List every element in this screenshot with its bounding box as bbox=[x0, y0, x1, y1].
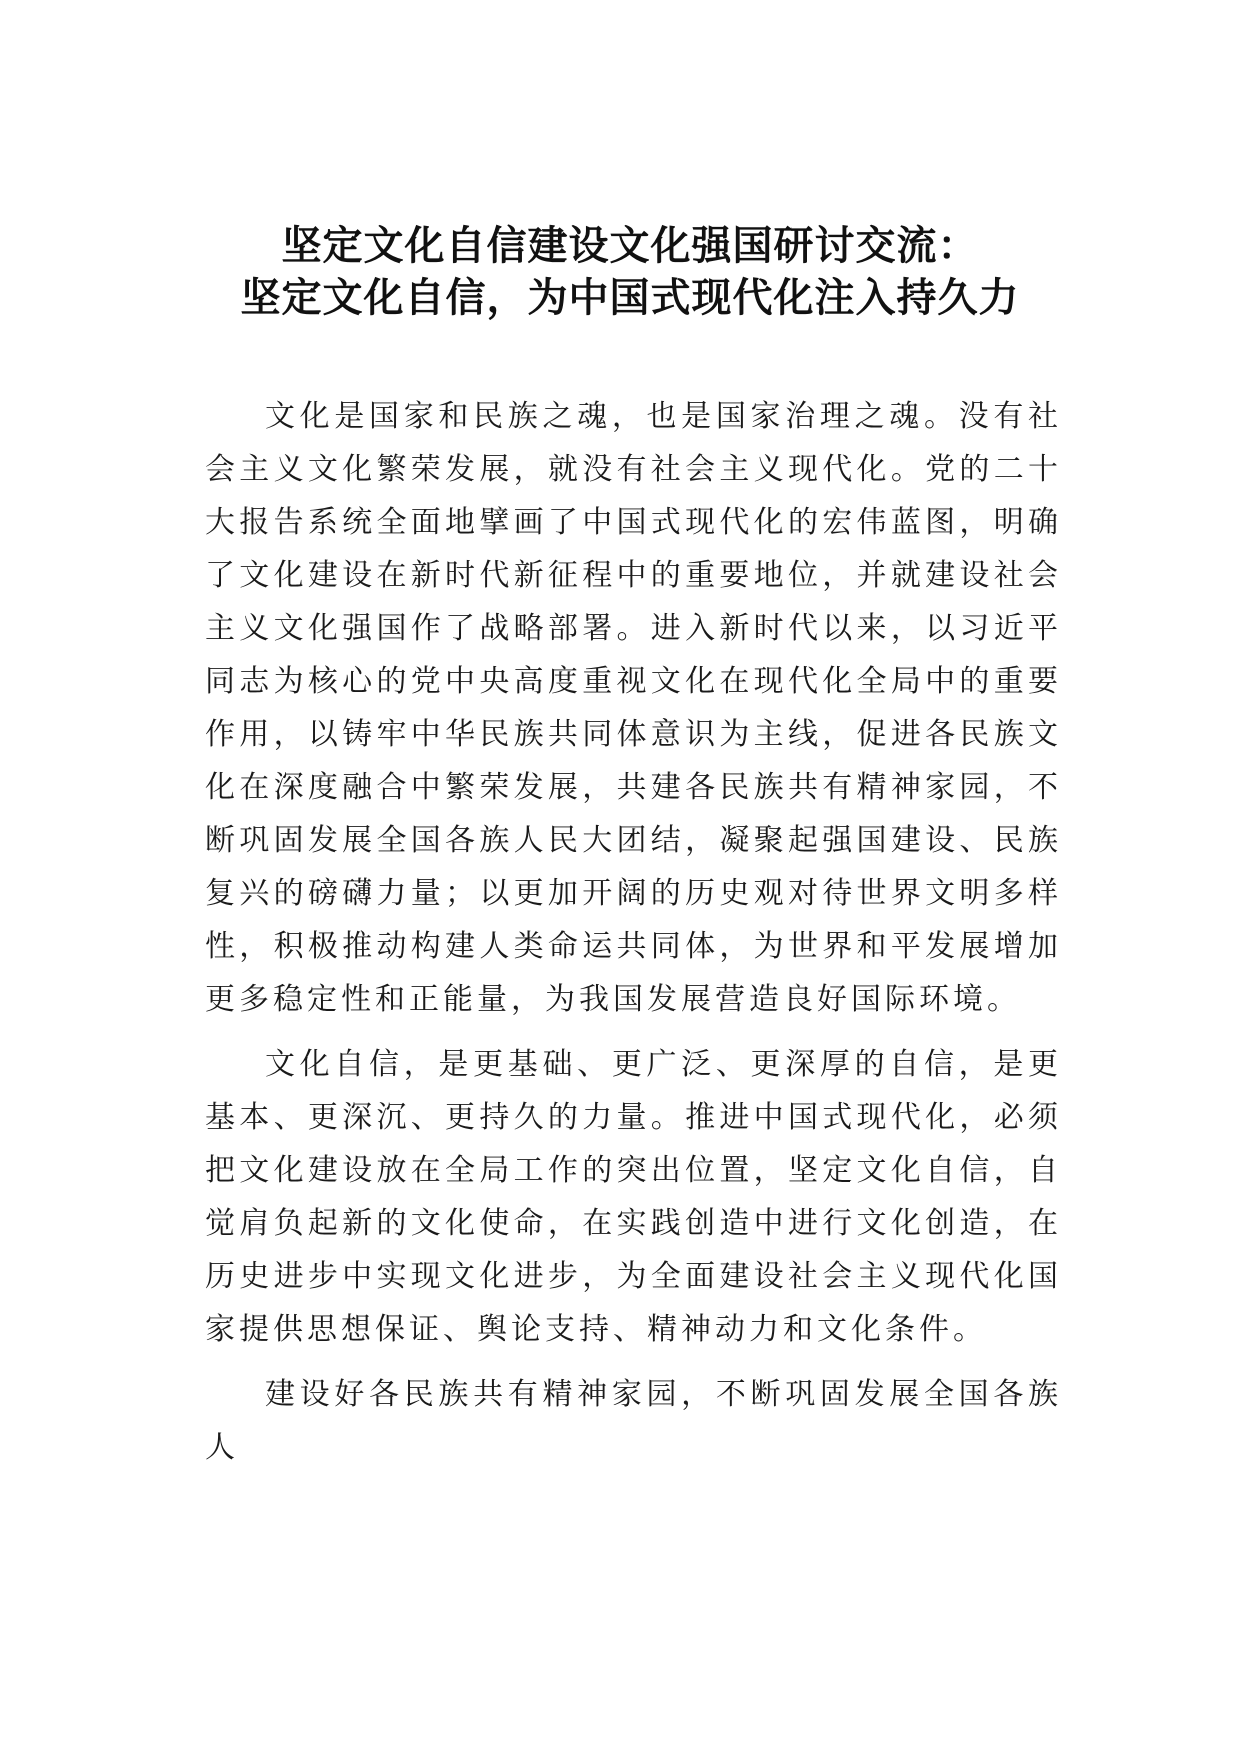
title-line-1: 坚定文化自信建设文化强国研讨交流： bbox=[281, 223, 979, 269]
document-title bbox=[190, 220, 1070, 324]
paragraph-3: 建设好各民族共有精神家园，不断巩固发展全国各族人 bbox=[205, 1377, 1062, 1465]
paragraph-2: 文化自信，是更基础、更广泛、更深厚的自信，是更基本、更深沉、更持久的力量。推进中国式现代化，必须把文化建设放在全局工作的突出位置，坚定文化自信，自觉肩负起新的文化使命，在实践创造中进行文化创造，在历史进步中实现文化进步，为全面建设社会主义现代化国家提供思想保证、舆论支持、精神动力和文化条件。 bbox=[205, 1047, 1062, 1347]
title-line-2: 坚定文化自信，为中国式现代化注入持久力 bbox=[240, 275, 1020, 321]
paragraph-1: 文化是国家和民族之魂，也是国家治理之魂。没有社会主义文化繁荣发展，就没有社会主义现代化。党的二十大报告系统全面地擘画了中国式现代化的宏伟蓝图，明确了文化建设在新时代新征程中的重要地位，并就建设社会主义文化强国作了战略部署。进入新时代以来，以习近平同志为核心的党中央高度重视文化在现代化全局中的重要作用，以铸牢中华民族共同体意识为主线，促进各民族文化在深度融合中繁荣发展，共建各民族共有精神家园，不断巩固发展全国各族人民大团结，凝聚起强国建设、民族复兴的磅礴力量；以更加开阔的历史观对待世界文明多样性，积极推动构建人类命运共同体，为世界和平发展增加更多稳定性和正能量，为我国发展营造良好国际环境。 bbox=[205, 399, 1062, 1017]
document-body bbox=[205, 390, 1062, 1486]
